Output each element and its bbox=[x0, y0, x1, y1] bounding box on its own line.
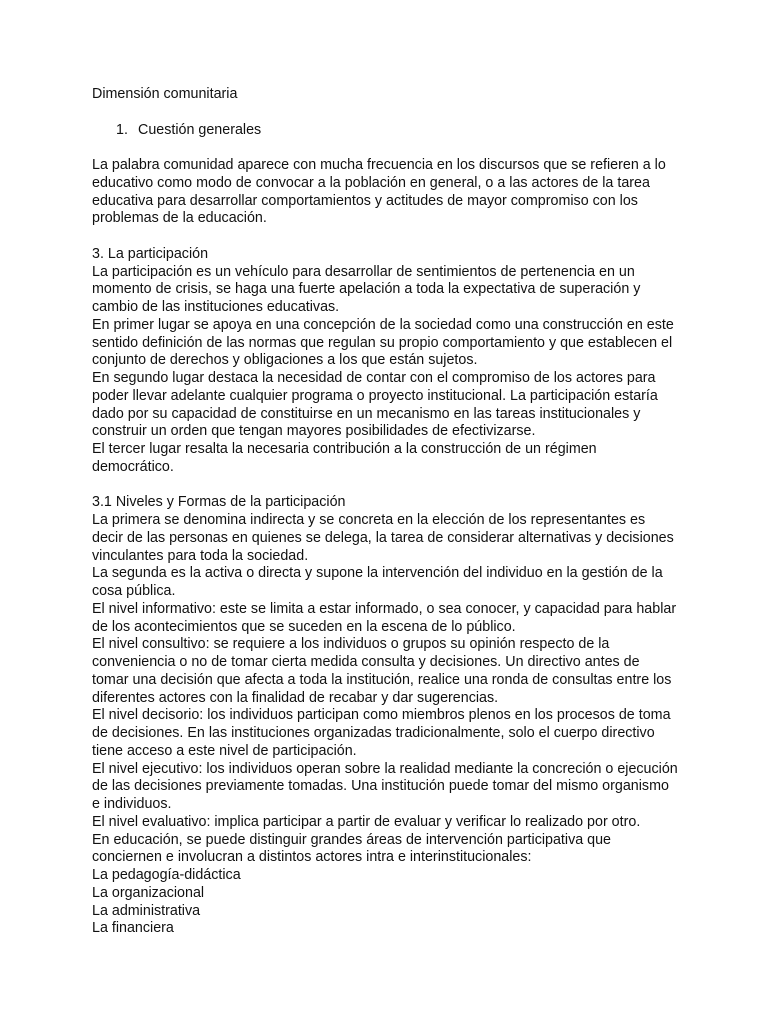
paragraph: En primer lugar se apoya en una concepción de la sociedad como una construcción en este sentido definición de las normas que regulan su propio comportamiento y que establecen el conjunto de derechos y obligaciones a los que están sujetos. bbox=[92, 316, 674, 369]
list-line: La administrativa bbox=[92, 902, 201, 919]
paragraph: La participación es un vehículo para desarrollar de sentimientos de pertenencia en un momento de crisis, se haga una fuerte apelación a toda la expectativa de superación y cambio de las instituciones educativas. bbox=[92, 263, 641, 315]
paragraph: El nivel evaluativo: implica participar a partir de evaluar y verificar lo realizado por otro. bbox=[92, 813, 641, 830]
list-line: La pedagogía-didáctica bbox=[92, 867, 241, 883]
paragraph: La primera se denomina indirecta y se concreta en la elección de los representantes es decir de las personas en quienes se delega, la tarea de considerar alternativas y decisiones vinculantes para toda la sociedad. bbox=[92, 512, 674, 564]
paragraph: En educación, se puede distinguir grandes áreas de intervención participativa que conciernen e involucran a distintos actores intra e interinstitucionales: bbox=[92, 831, 611, 866]
list-number: 1. bbox=[116, 121, 128, 138]
subsection-heading: 3.1 Niveles y Formas de la participación bbox=[92, 494, 346, 511]
paragraph: En segundo lugar destaca la necesidad de contar con el compromiso de los actores para poder llevar adelante cualquier programa o proyecto institucional. La participación estaría dado por su capacidad de constituirse en un mecanismo en las tareas institucionales y construir un orden que tengan mayores posibilidades de efectivizarse. bbox=[92, 370, 658, 440]
list-line: La organizacional bbox=[92, 884, 205, 901]
section-heading: 3. La participación bbox=[92, 245, 209, 262]
list-item-text: Cuestión generales bbox=[138, 121, 262, 138]
paragraph: El tercer lugar resalta la necesaria contribución a la construcción de un régimen democrático. bbox=[92, 441, 597, 475]
paragraph: El nivel consultivo: se requiere a los individuos o grupos su opinión respecto de la conveniencia o no de tomar cierta medida consulta y decisiones. Un directivo antes de tomar una decisión que afecta a toda la institución, realice una ronda de consultas entre los diferentes actores con la finalidad de recabar y dar sugerencias. bbox=[92, 636, 672, 706]
document-page bbox=[92, 86, 682, 938]
blank-line bbox=[92, 139, 682, 157]
blank-line bbox=[92, 104, 682, 122]
blank-line bbox=[92, 228, 682, 246]
document-title: Dimensión comunitaria bbox=[92, 86, 238, 102]
list-line: La financiera bbox=[92, 920, 174, 937]
paragraph: La segunda es la activa o directa y supone la intervención del individuo en la gestión de la cosa pública. bbox=[92, 565, 663, 599]
paragraph: El nivel ejecutivo: los individuos operan sobre la realidad mediante la concreción o ejecución de las decisiones previamente tomadas. Una institución puede tomar del mismo organismo e individuos. bbox=[92, 760, 678, 812]
intro-paragraph: La palabra comunidad aparece con mucha frecuencia en los discursos que se refieren a lo educativo como modo de convocar a la población en general, o a las actores de la tarea educativa para desarrollar comportamientos y actitudes de mayor compromiso con los problemas de la educación. bbox=[92, 157, 666, 227]
blank-line bbox=[92, 477, 682, 495]
paragraph: El nivel informativo: este se limita a estar informado, o sea conocer, y capacidad para hablar de los acontecimientos que se suceden en la escena de lo público. bbox=[92, 600, 677, 635]
numbered-list-item bbox=[92, 122, 682, 140]
paragraph: El nivel decisorio: los individuos participan como miembros plenos en los procesos de toma de decisiones. En las instituciones organizadas tradicionalmente, solo el cuerpo directivo tiene acceso a este nivel de participación. bbox=[92, 707, 671, 759]
